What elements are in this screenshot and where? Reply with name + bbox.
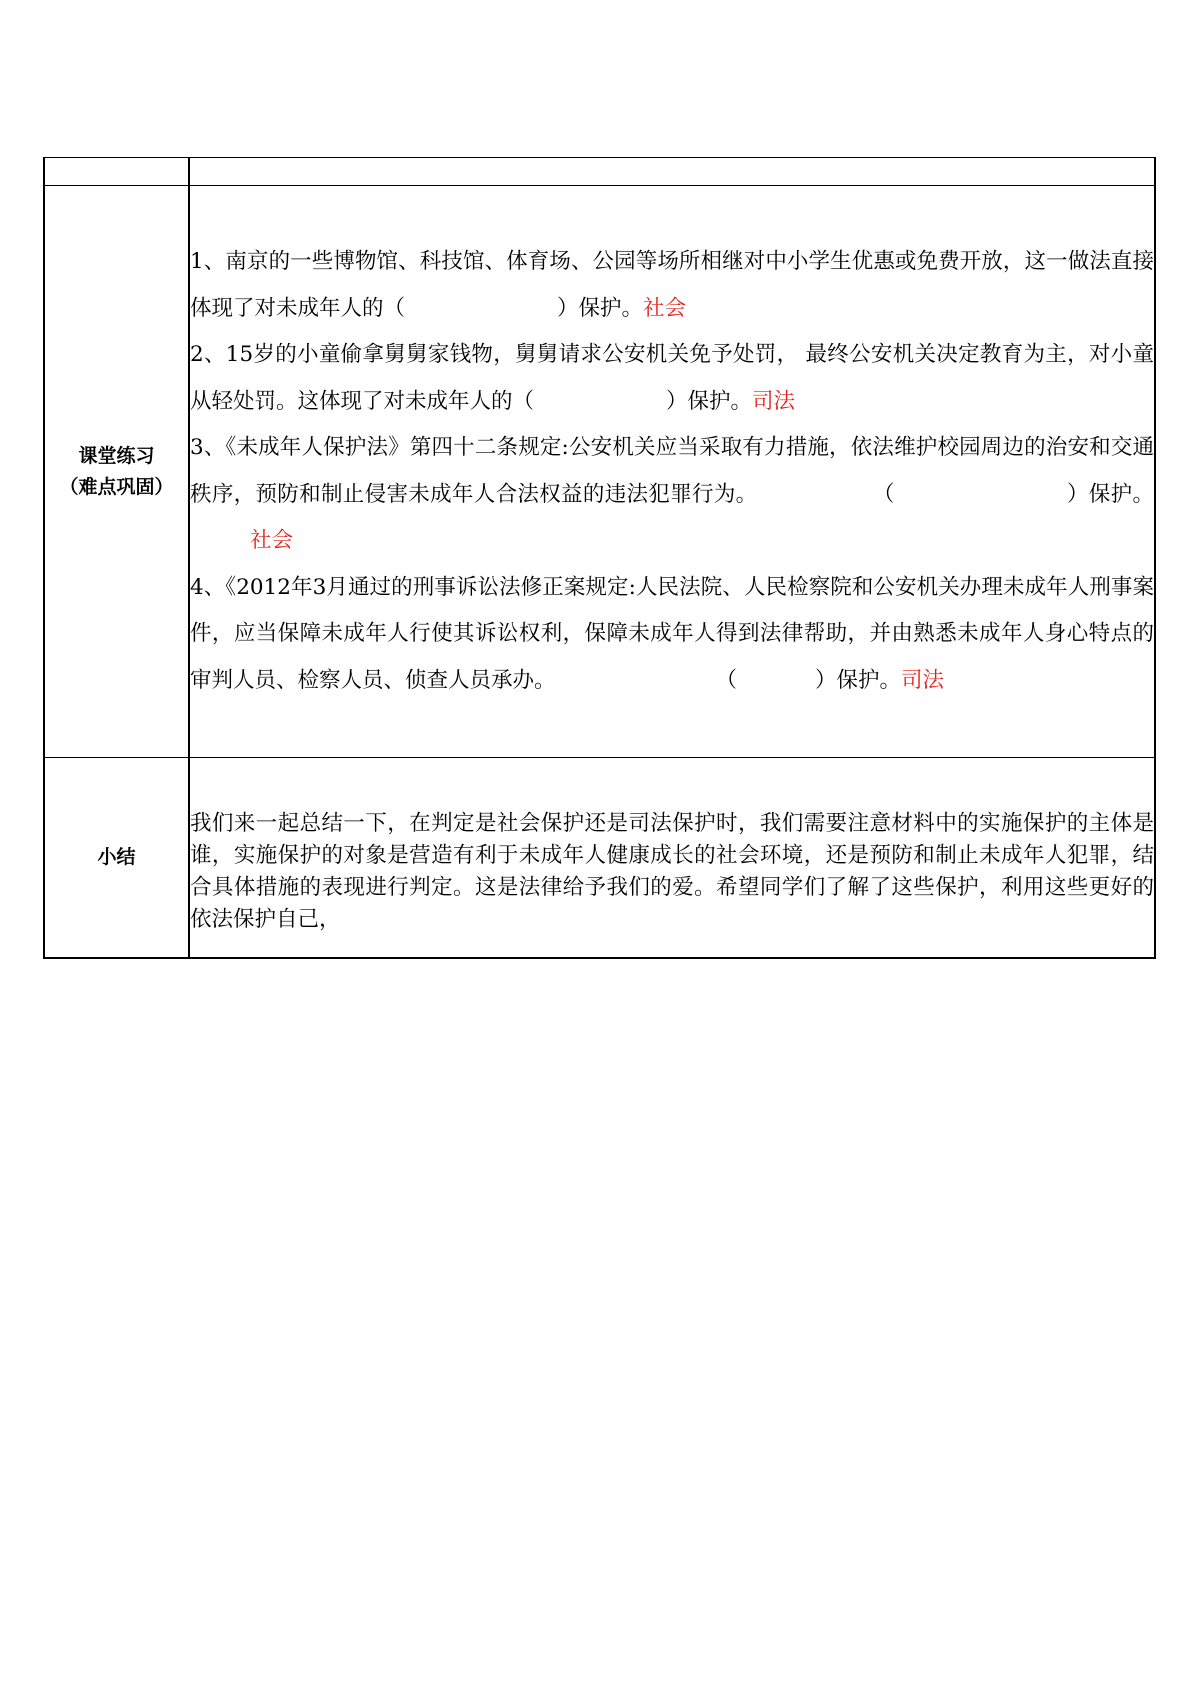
- question-3: [190, 425, 1154, 565]
- summary-row: [44, 758, 1155, 958]
- summary-label-cell: [44, 758, 189, 958]
- exercise-label: [45, 441, 188, 503]
- exercise-label-line2: （难点巩固）: [59, 475, 174, 498]
- question-4-open: （: [715, 667, 738, 693]
- exercise-row: [44, 186, 1155, 758]
- question-1-tail: ）保护。: [557, 295, 644, 321]
- exercise-label-cell: [44, 186, 189, 758]
- question-3-text: 3、《未成年人保护法》第四十二条规定:公安机关应当采取有力措施，依法维护校园周边的治安和交通秩序，预防和制止侵害未成年人合法权益的违法犯罪行为。: [190, 435, 1154, 507]
- summary-text: 我们来一起总结一下，在判定是社会保护还是司法保护时，我们需要注意材料中的实施保护的主体是谁，实施保护的对象是营造有利于未成年人健康成长的社会环境，还是预防和制止未成年人犯罪，结合具体措施的表现进行判定。这是法律给予我们的爱。希望同学们了解了这些保护，利用这些更好的依法保护自己，: [190, 811, 1154, 933]
- question-4-tail: ）保护。: [815, 667, 902, 693]
- header-cell-empty-left: [44, 158, 189, 186]
- header-row: [44, 158, 1155, 186]
- summary-content-cell: [189, 758, 1155, 958]
- question-4-text: 4、《2012年3月通过的刑事诉讼法修正案规定:人民法院、人民检察院和公安机关办理未成年人刑事案件，应当保障未成年人行使其诉讼权利，保障未成年人得到法律帮助，并由熟悉未成年人身心特点的审判人员、检察人员、侦查人员承办。: [190, 574, 1154, 693]
- lesson-table: [43, 157, 1156, 959]
- summary-label: 小结: [97, 845, 136, 868]
- question-2-text: 2、15岁的小童偷拿舅舅家钱物，舅舅请求公安机关免予处罚， 最终公安机关决定教育为主，对小童从轻处罚。这体现了对未成年人的（: [190, 342, 1154, 414]
- question-1: [190, 239, 1154, 332]
- question-3-open: （: [872, 481, 895, 507]
- question-2-tail: ）保护。: [666, 388, 753, 414]
- question-4: [190, 565, 1154, 705]
- header-cell-empty-right: [189, 158, 1155, 186]
- question-2-answer: 司法: [752, 388, 796, 414]
- question-3-tail: ）保护。: [1066, 481, 1154, 507]
- question-1-answer: 社会: [643, 295, 687, 321]
- question-3-answer: 社会: [250, 528, 294, 553]
- question-1-text: 1、南京的一些博物馆、科技馆、体育场、公园等场所相继对中小学生优惠或免费开放，这一做法直接体现了对未成年人的（: [190, 249, 1154, 321]
- question-4-answer: 司法: [901, 667, 945, 693]
- exercise-label-line1: 课堂练习: [78, 444, 155, 467]
- question-2: [190, 332, 1154, 425]
- exercise-content-cell: [189, 186, 1155, 758]
